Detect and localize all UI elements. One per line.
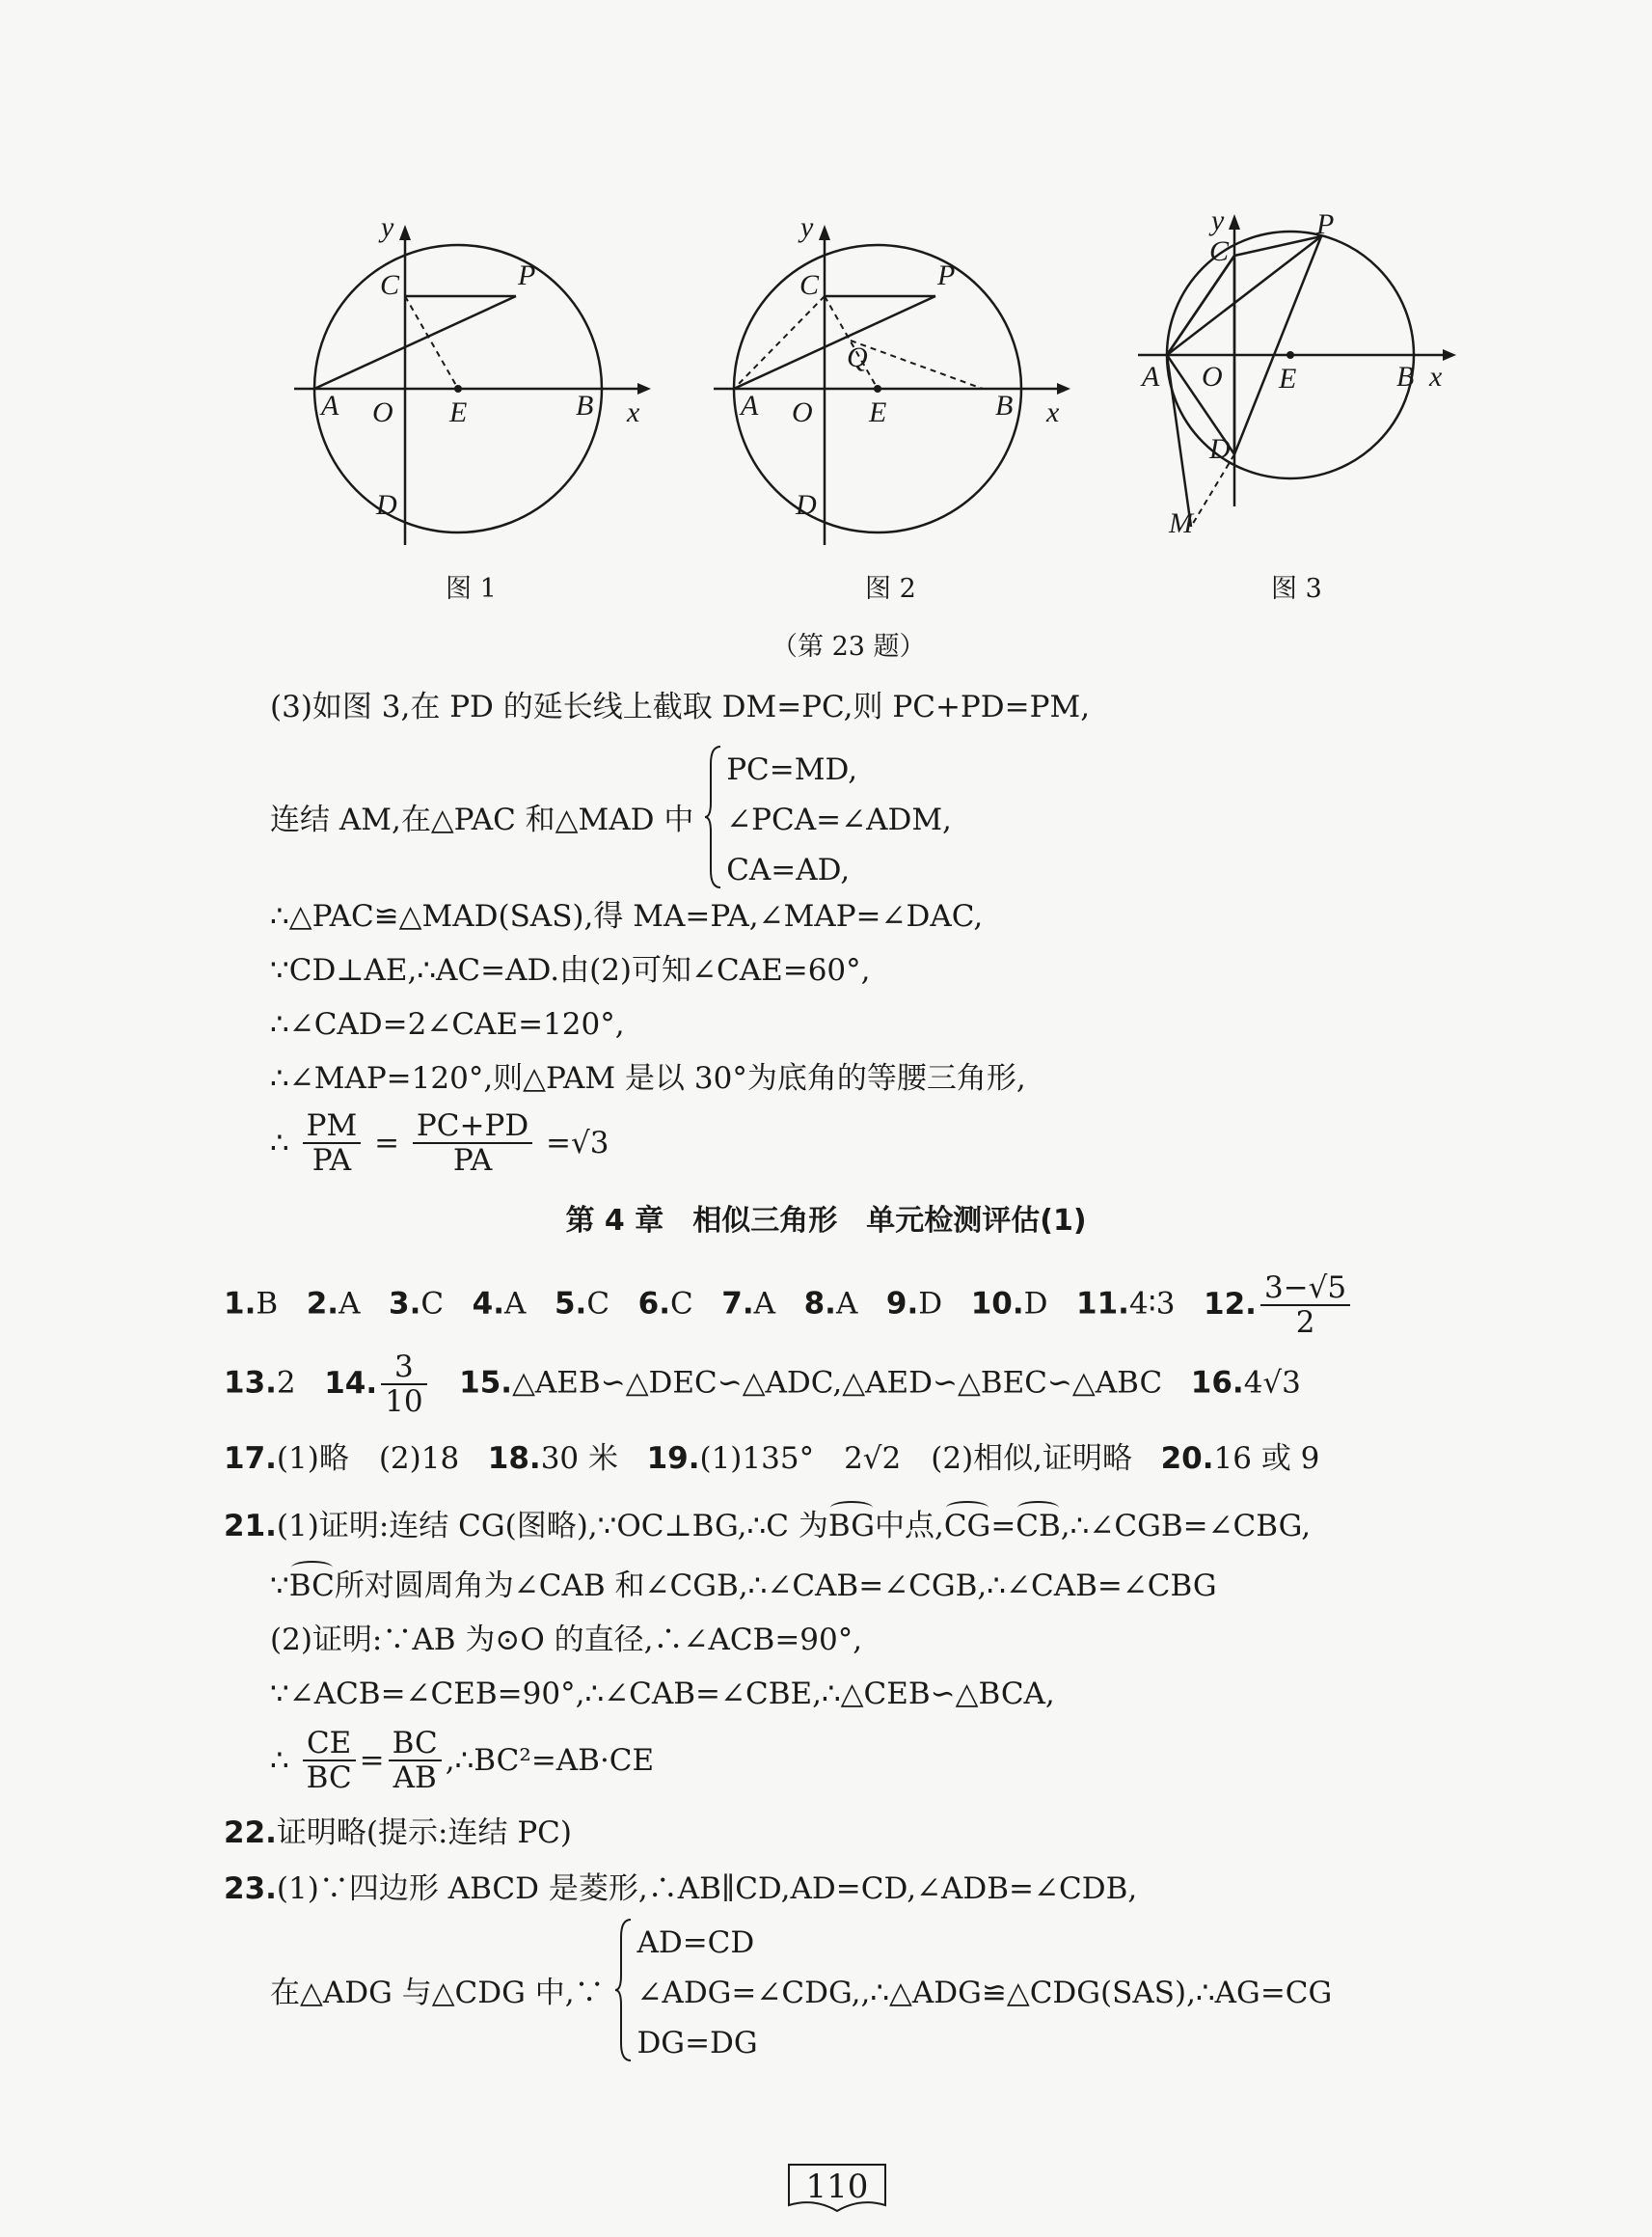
svg-text:Q: Q bbox=[847, 341, 868, 373]
part3-line-6: ∴∠MAP=120°,则△PAM 是以 30°为底角的等腰三角形, bbox=[270, 1061, 1026, 1096]
answer-4: 4.A bbox=[472, 1286, 527, 1322]
arc-cg: CG bbox=[943, 1509, 991, 1543]
answer-16: 16.4√3 bbox=[1190, 1365, 1301, 1401]
figure-3 bbox=[1128, 203, 1514, 554]
part3-line-4: ∵CD⊥AE,∴AC=AD.由(2)可知∠CAE=60°, bbox=[270, 953, 871, 988]
svg-text:A: A bbox=[321, 390, 339, 422]
answers-row-3 bbox=[224, 1439, 1319, 1478]
svg-text:A: A bbox=[1142, 361, 1160, 393]
svg-text:x: x bbox=[1429, 361, 1443, 393]
answer-1: 1.B bbox=[224, 1286, 279, 1322]
equals-sign: = bbox=[374, 1126, 400, 1160]
arc-bg: BG bbox=[827, 1509, 875, 1543]
svg-text:y: y bbox=[381, 211, 394, 243]
answers-row-2 bbox=[224, 1350, 1301, 1418]
figure-2-diagram bbox=[704, 211, 1090, 555]
figure-2-caption: 图 2 bbox=[865, 574, 916, 604]
answer-11: 11.4∶3 bbox=[1076, 1286, 1176, 1322]
left-brace-icon bbox=[613, 1918, 633, 2062]
left-brace-icon bbox=[703, 745, 722, 889]
system-line-1: PC=MD, bbox=[726, 752, 858, 787]
svg-text:B: B bbox=[576, 390, 594, 422]
svg-text:x: x bbox=[627, 396, 640, 428]
answer-22: 22.证明略(提示:连结 PC) bbox=[224, 1815, 572, 1850]
answer-8: 8.A bbox=[803, 1286, 858, 1322]
therefore-symbol: ∴ bbox=[270, 1126, 289, 1160]
answer-12: 12. $\frac{3-√5}{2}$ bbox=[1204, 1287, 1354, 1322]
part3-equation-system bbox=[703, 745, 952, 895]
svg-text:O: O bbox=[372, 396, 393, 428]
answer-15: 15.△AEB∽△DEC∽△ADC,△AED∽△BEC∽△ABC bbox=[459, 1365, 1163, 1401]
figure-2 bbox=[704, 211, 1090, 559]
svg-text:A: A bbox=[741, 390, 759, 422]
figure-3-diagram bbox=[1128, 203, 1514, 550]
svg-text:y: y bbox=[1211, 205, 1225, 236]
answer-21-line-5: ∴ $\frac{CE}{BC}$ = $\frac{BC}{AB}$ ,∴BC²=AB·CE bbox=[270, 1726, 655, 1795]
svg-text:y: y bbox=[800, 211, 814, 243]
svg-text:P: P bbox=[1316, 208, 1335, 240]
answer-23-line-2: 在△ADG 与△CDG 中,∵ AD=CD ∠ADG=∠CDG, DG=DG ,∴△ADG≌△CDG(SAS),∴AG=CG bbox=[270, 1918, 1332, 2068]
figure-1-caption: 图 1 bbox=[446, 574, 497, 604]
svg-text:x: x bbox=[1046, 396, 1060, 428]
q23-equation-system: AD=CD ∠ADG=∠CDG, DG=DG bbox=[613, 1918, 860, 2068]
answer-20: 20.16 或 9 bbox=[1160, 1441, 1320, 1476]
page-number: 110 bbox=[805, 2168, 869, 2206]
figure-group-caption: （第 23 题） bbox=[772, 632, 926, 662]
part3-line-5: ∴∠CAD=2∠CAE=120°, bbox=[270, 1007, 625, 1042]
section-title: 第 4 章 相似三角形 单元检测评估(1) bbox=[565, 1204, 1087, 1238]
svg-text:D: D bbox=[796, 489, 817, 521]
figure-1-diagram bbox=[280, 211, 665, 555]
answer-21-line-1: 21.(1)证明:连结 CG(图略),∵OC⊥BG,∴C 为BG中点,CG=CB,∴∠CGB=∠CBG, bbox=[224, 1509, 1312, 1543]
svg-text:C: C bbox=[799, 269, 820, 301]
fraction-pm-pa: $\frac{PM}{PA}$ bbox=[303, 1109, 362, 1177]
fraction-pcpd-pa: $\frac{PC+PD}{PA}$ bbox=[413, 1109, 532, 1177]
svg-text:M: M bbox=[1169, 507, 1193, 539]
svg-text:O: O bbox=[1202, 361, 1223, 393]
answer-21-line-3: (2)证明:∵AB 为⊙O 的直径,∴∠ACB=90°, bbox=[270, 1623, 863, 1657]
answer-18: 18.30 米 bbox=[487, 1441, 618, 1476]
system-line-3: CA=AD, bbox=[726, 853, 851, 887]
answers-row-1 bbox=[224, 1271, 1354, 1339]
answer-3: 3.C bbox=[389, 1286, 445, 1322]
answer-5: 5.C bbox=[554, 1286, 610, 1322]
arc-cb: CB bbox=[1016, 1509, 1061, 1543]
svg-text:P: P bbox=[518, 259, 536, 291]
figure-3-caption: 图 3 bbox=[1271, 574, 1322, 604]
svg-text:E: E bbox=[869, 396, 887, 428]
svg-text:B: B bbox=[1396, 361, 1415, 393]
answer-17: 17.(1)略 (2)18 bbox=[224, 1441, 460, 1476]
answer-9: 9.D bbox=[885, 1286, 943, 1322]
arc-bc: BC bbox=[288, 1569, 335, 1603]
answer-23-line-1: 23.(1)∵四边形 ABCD 是菱形,∴AB∥CD,AD=CD,∠ADB=∠CDB, bbox=[224, 1871, 1138, 1906]
answer-21-line-4: ∵∠ACB=∠CEB=90°,∴∠CAB=∠CBE,∴△CEB∽△BCA, bbox=[270, 1677, 1055, 1711]
fraction-bc-ab: $\frac{BC}{AB}$ bbox=[389, 1727, 442, 1794]
answer-13: 13.2 bbox=[224, 1365, 296, 1401]
svg-text:C: C bbox=[1209, 235, 1230, 267]
fraction-ce-bc: $\frac{CE}{BC}$ bbox=[303, 1727, 356, 1794]
svg-text:E: E bbox=[449, 396, 468, 428]
answer-2: 2.A bbox=[306, 1286, 361, 1322]
part3-line-7 bbox=[270, 1109, 609, 1177]
answer-21-line-2: ∵BC所对圆周角为∠CAB 和∠CGB,∴∠CAB=∠CGB,∴∠CAB=∠CBG bbox=[270, 1569, 1217, 1603]
svg-text:O: O bbox=[792, 396, 813, 428]
part3-line-2-prefix: 连结 AM,在△PAC 和△MAD 中 bbox=[270, 803, 694, 837]
answer-19: 19.(1)135° 2√2 (2)相似,证明略 bbox=[646, 1441, 1133, 1476]
part3-line-1: (3)如图 3,在 PD 的延长线上截取 DM=PC,则 PC+PD=PM, bbox=[270, 690, 1091, 724]
system-line-2: ∠PCA=∠ADM, bbox=[726, 803, 952, 837]
figure-1 bbox=[280, 211, 665, 559]
part3-line-2 bbox=[270, 745, 952, 895]
part3-line-3: ∴△PAC≌△MAD(SAS),得 MA=PA,∠MAP=∠DAC, bbox=[270, 899, 984, 934]
answer-14: 14. $\frac{3}{10}$ bbox=[324, 1366, 430, 1401]
svg-text:C: C bbox=[380, 269, 400, 301]
answer-10: 10.D bbox=[970, 1286, 1048, 1322]
svg-text:P: P bbox=[937, 259, 956, 291]
result-sqrt3: =√3 bbox=[546, 1126, 609, 1160]
svg-text:E: E bbox=[1279, 363, 1297, 395]
answer-7: 7.A bbox=[721, 1286, 776, 1322]
answer-6: 6.C bbox=[637, 1286, 693, 1322]
svg-text:D: D bbox=[1209, 433, 1231, 465]
svg-text:D: D bbox=[376, 489, 397, 521]
svg-text:B: B bbox=[995, 390, 1014, 422]
